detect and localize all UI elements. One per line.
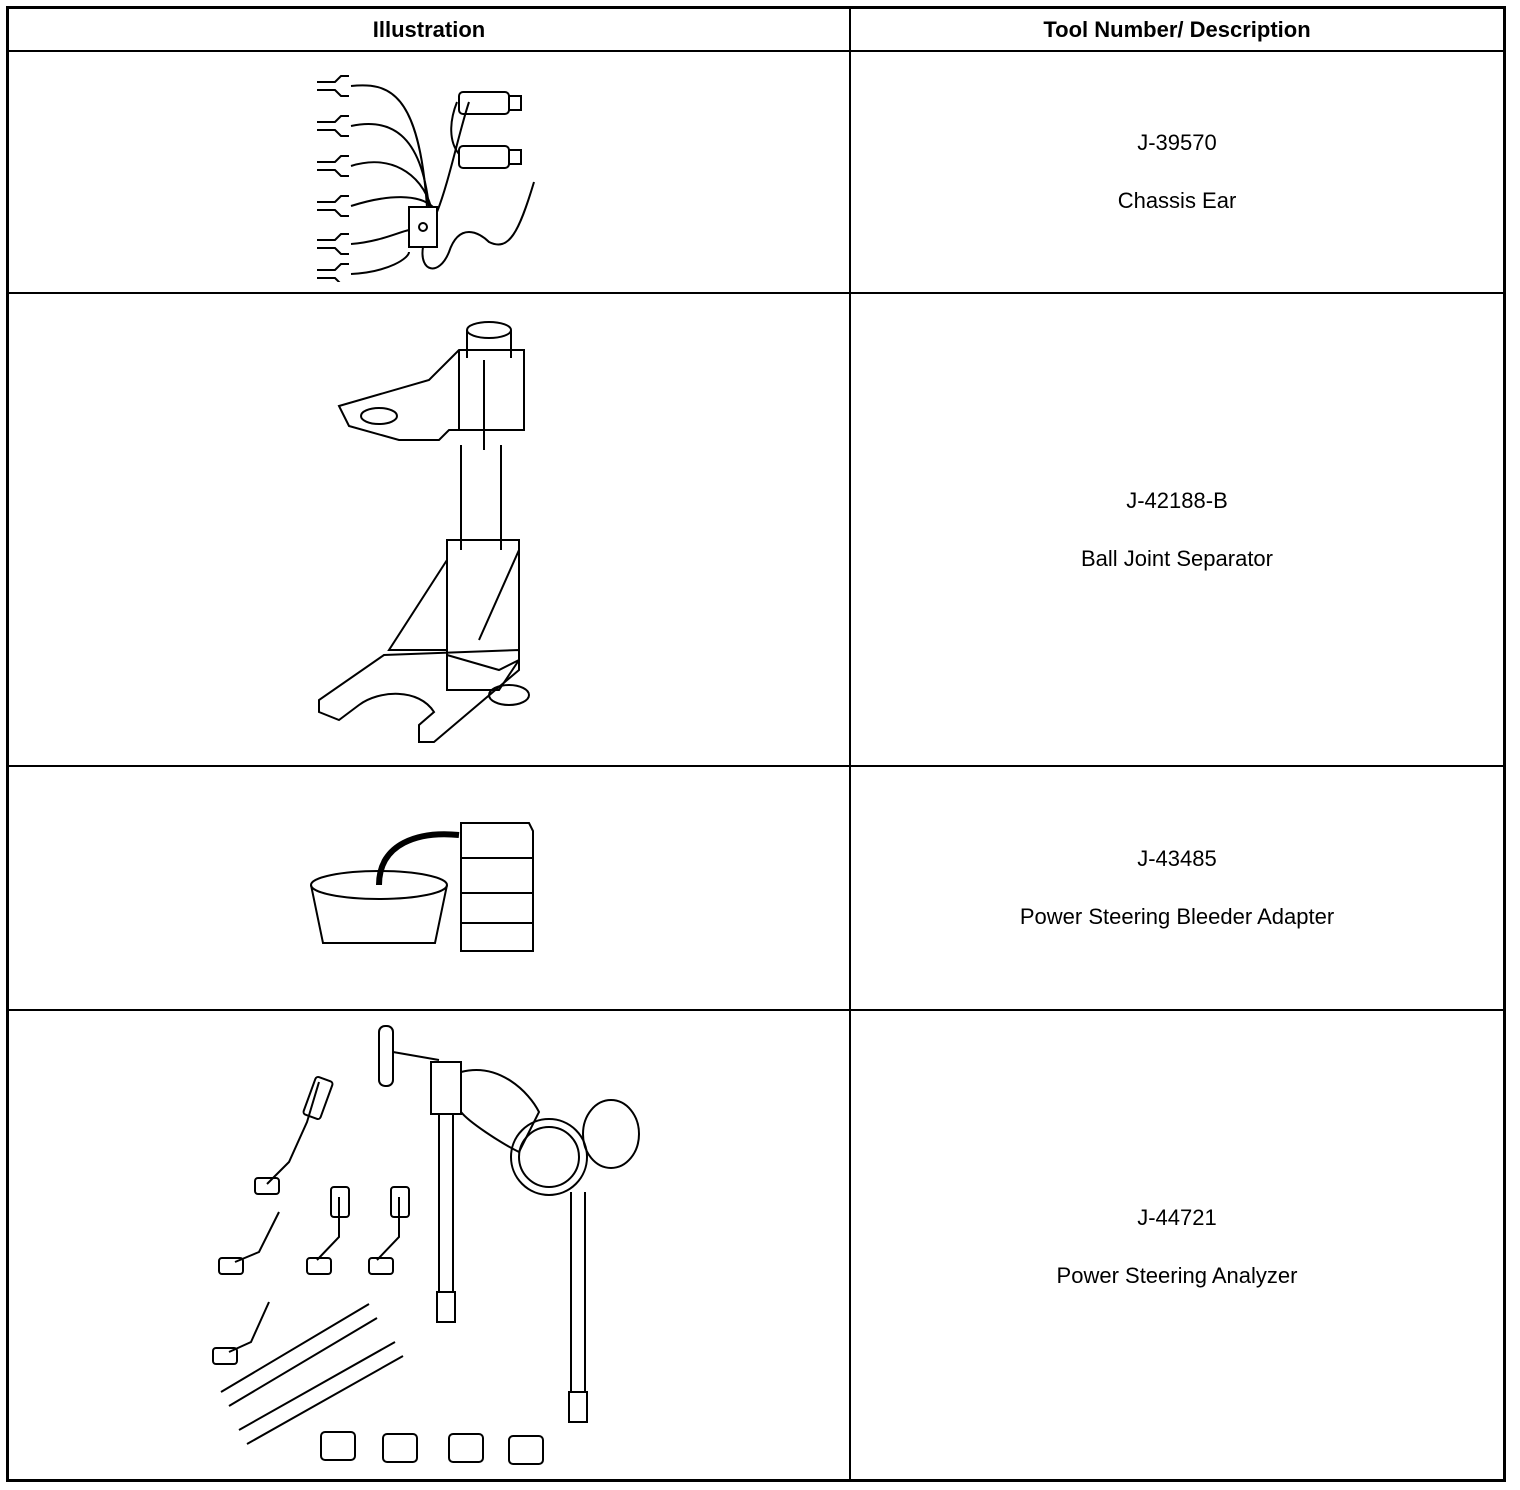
bleeder-adapter-icon bbox=[309, 813, 549, 963]
tool-description-cell bbox=[851, 294, 1503, 765]
illustration-cell bbox=[9, 294, 849, 765]
tool-description-cell bbox=[851, 52, 1503, 292]
tool-description: Power Steering Analyzer bbox=[1056, 1262, 1298, 1288]
chassis-ear-tool-icon bbox=[309, 62, 549, 282]
illustration-cell bbox=[9, 767, 849, 1009]
tool-number: J-43485 bbox=[1137, 846, 1217, 871]
tool-description: Ball Joint Separator bbox=[1081, 545, 1273, 571]
tool-description: Chassis Ear bbox=[1117, 188, 1237, 213]
tool-number: J-39570 bbox=[1137, 130, 1217, 155]
tool-description-cell bbox=[851, 767, 1503, 1009]
illustration-cell bbox=[9, 52, 849, 292]
tool-description: Power Steering Bleeder Adapter bbox=[1019, 904, 1335, 929]
tool-number: J-44721 bbox=[1137, 1204, 1217, 1230]
tool-description-cell bbox=[851, 1011, 1503, 1482]
tool-description-header: Tool Number/ Description bbox=[1043, 16, 1311, 42]
tool-number: J-42188-B bbox=[1126, 487, 1228, 513]
tool-table bbox=[6, 6, 1506, 1482]
power-steering-analyzer-icon bbox=[199, 1022, 659, 1472]
ball-joint-separator-icon bbox=[309, 310, 549, 750]
illustration-cell bbox=[9, 1011, 849, 1482]
illustration-header: Illustration bbox=[372, 16, 486, 42]
